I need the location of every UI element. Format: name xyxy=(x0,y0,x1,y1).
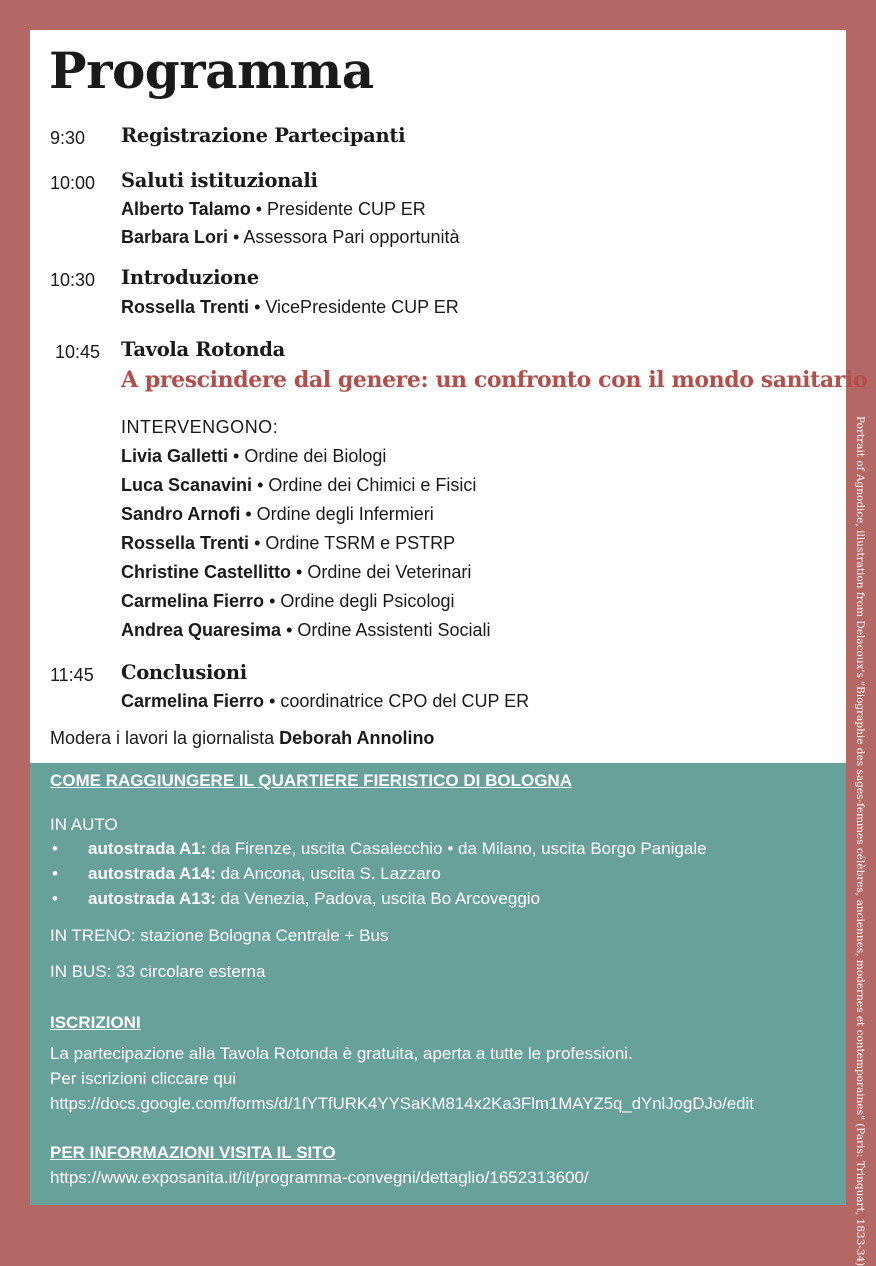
train-info: IN TRENO: stazione Bologna Centrale + Bus xyxy=(50,926,389,945)
speaker-row: Carmelina Fierro • coordinatrice CPO del CUP ER xyxy=(121,691,530,711)
car-route-item: autostrada A14: da Ancona, uscita S. Lazzaro xyxy=(88,864,441,883)
intervengono-label: INTERVENGONO: xyxy=(121,417,279,437)
bullet: • xyxy=(52,864,58,883)
bullet: • xyxy=(52,889,58,908)
directions-heading: COME RAGGIUNGERE IL QUARTIERE FIERISTICO DI BOLOGNA xyxy=(50,771,572,790)
time-1000: 10:00 xyxy=(50,173,96,193)
directions-section xyxy=(30,763,846,1205)
car-route-item: autostrada A13: da Venezia, Padova, uscita Bo Arcoveggio xyxy=(88,889,541,908)
time-0930: 9:30 xyxy=(50,128,86,148)
registration-heading: ISCRIZIONI xyxy=(50,1013,141,1032)
registration-instruction: Per iscrizioni cliccare qui xyxy=(50,1069,237,1088)
image-credit: Portrait of Agnodice, illustration from Delacoux's "Biographie des sages-femmes célèbres, anciennes, modernes et contemporaines" (Paris: Trinquart, 1833-34) xyxy=(854,416,866,1266)
heading-introduzione: Introduzione xyxy=(121,266,259,289)
speaker-row: Andrea Quaresima • Ordine Assistenti Sociali xyxy=(121,620,491,640)
heading-registrazione: Registrazione Partecipanti xyxy=(121,124,406,147)
speaker-row: Barbara Lori • Assessora Pari opportunità xyxy=(121,227,460,247)
speaker-row: Rossella Trenti • VicePresidente CUP ER xyxy=(121,297,459,317)
heading-tavola-rotonda: Tavola Rotonda xyxy=(121,338,285,361)
time-1145: 11:45 xyxy=(50,665,94,685)
speaker-row: Sandro Arnofi • Ordine degli Infermieri xyxy=(121,504,434,524)
car-label: IN AUTO xyxy=(50,815,118,834)
round-table-subtitle: A prescindere dal genere: un confronto con il mondo sanitario xyxy=(121,367,868,393)
speaker-row: Livia Galletti • Ordine dei Biologi xyxy=(121,446,387,466)
info-link[interactable]: https://www.exposanita.it/it/programma-convegni/dettaglio/1652313600/ xyxy=(50,1168,589,1187)
moderator-line: Modera i lavori la giornalista Deborah Annolino xyxy=(50,728,435,748)
time-1045: 10:45 xyxy=(55,342,101,362)
bus-info: IN BUS: 33 circolare esterna xyxy=(50,962,266,981)
bullet: • xyxy=(52,839,58,858)
program-section xyxy=(30,30,868,763)
speaker-row: Rossella Trenti • Ordine TSRM e PSTRP xyxy=(121,533,456,553)
speaker-row: Luca Scanavini • Ordine dei Chimici e Fisici xyxy=(121,475,477,495)
speaker-row: Alberto Talamo • Presidente CUP ER xyxy=(121,199,426,219)
heading-saluti: Saluti istituzionali xyxy=(121,169,318,192)
info-heading: PER INFORMAZIONI VISITA IL SITO xyxy=(50,1143,336,1162)
speaker-row: Carmelina Fierro • Ordine degli Psicologi xyxy=(121,591,455,611)
car-route-item: autostrada A1: da Firenze, uscita Casalecchio • da Milano, uscita Borgo Panigale xyxy=(88,839,707,858)
time-1030: 10:30 xyxy=(50,270,96,290)
registration-text: La partecipazione alla Tavola Rotonda è gratuita, aperta a tutte le professioni. xyxy=(50,1044,633,1063)
registration-link[interactable]: https://docs.google.com/forms/d/1fYTfURK4YYSaKM814x2Ka3Flm1MAYZ5q_dYnlJogDJo/edit xyxy=(50,1094,754,1113)
speaker-row: Christine Castellitto • Ordine dei Veterinari xyxy=(121,562,472,582)
page-title: Programma xyxy=(49,41,374,100)
heading-conclusioni: Conclusioni xyxy=(121,661,247,684)
